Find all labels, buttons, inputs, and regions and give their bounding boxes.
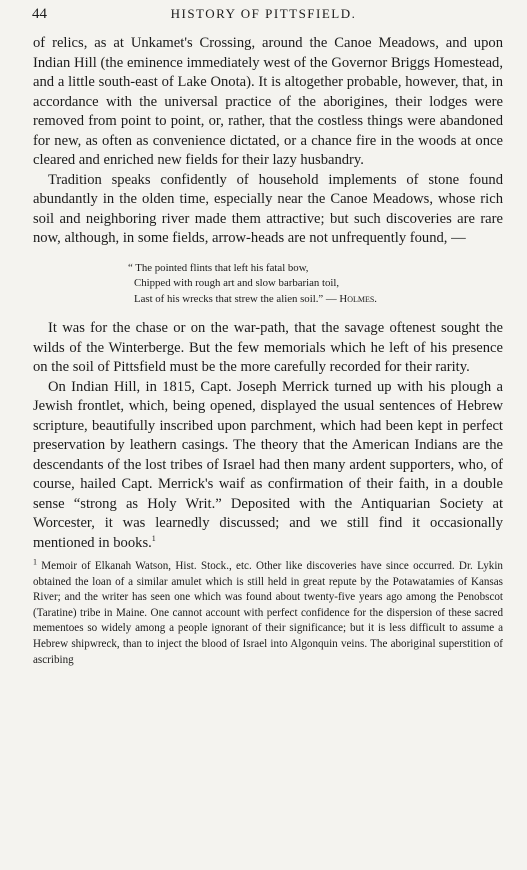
footnote — [33, 559, 503, 668]
paragraph-text: On Indian Hill, in 1815, Capt. Joseph Merrick turned up with his plough a Jewish frontlet, which, being opened, displayed the usual sentences of Hebrew scripture, beautifully inscribed upon parchment, which had been kept in perfect preservation by leathern casings. The theory that the American Indians are the descendants of the lost tribes of Israel had then many ardent supporters, who, of course, hailed Capt. Merrick's waif as confirmation of their faith, in a double sense “strong as Holy Writ.” Deposited with the Antiquarian Society at Worcester, it was learnedly discussed; and we still find it occasionally mentioned in books. — [33, 378, 503, 551]
running-header — [30, 6, 497, 24]
footnote-marker: 1 — [33, 557, 37, 567]
verse-quotation — [128, 261, 503, 308]
running-title: HISTORY OF PITTSFIELD. — [170, 6, 357, 21]
footnote-text: Memoir of Elkanah Watson, Hist. Stock., etc. Other like discoveries have since occurred. Dr. Lykin obtained the loan of a similar amulet which is still held in great repute by the Potawatamies of Kansas River; and the writer has seen one which was found about twenty-five years ago among the Penobscot (Taratine) tribe in Maine. One cannot account with perfect confidence for the dispersion of these sacred mementoes so widely among a people ignorant of their significance; but it is less difficult to assume a Hebrew shipwreck, than to inject the blood of Israel into Algonquin veins. The aboriginal superstition of ascribing — [33, 560, 503, 666]
page-number: 44 — [32, 6, 47, 22]
paragraph-with-footnote — [33, 378, 503, 554]
page-body — [33, 34, 503, 668]
verse-line: Chipped with rough art and slow barbarian toil, — [134, 277, 340, 289]
quote-attribution: Holmes. — [339, 292, 378, 305]
verse-line: Last of his wrecks that strew the alien soil.” — — [134, 292, 340, 305]
paragraph: of relics, as at Unkamet's Crossing, around the Canoe Meadows, and upon Indian Hill (the eminence immediately west of the Governor Briggs Homestead, and a little south-east of Lake Onota). It is altogether probable, however, that, in accordance with the universal practice of the aborigines, their lodges were removed from point to point, or, rather, that the costless things were abandoned for new, as often as convenience dictated, or a chance fire in the woods at once cleared and enriched new fields for their lazy husbandry. — [33, 35, 503, 168]
footnote-reference: 1 — [151, 533, 156, 543]
verse-line-with-attribution — [128, 292, 503, 308]
paragraph: It was for the chase or on the war-path, that the savage oftenest sought the wilds of the Winterberge. But the few memorials which he left of his presence on the soil of Pittsfield must be the more carefully recorded for their rarity. — [33, 320, 503, 375]
paragraph: Tradition speaks confidently of household implements of stone found abundantly in the olden time, especially near the Canoe Meadows, whose rich soil and neighboring river made them attractive; but such discoveries are rare now, although, in some fields, arrow-heads are not unfrequently found, — — [33, 171, 503, 246]
verse-line: “ The pointed flints that left his fatal bow, — [128, 261, 309, 274]
